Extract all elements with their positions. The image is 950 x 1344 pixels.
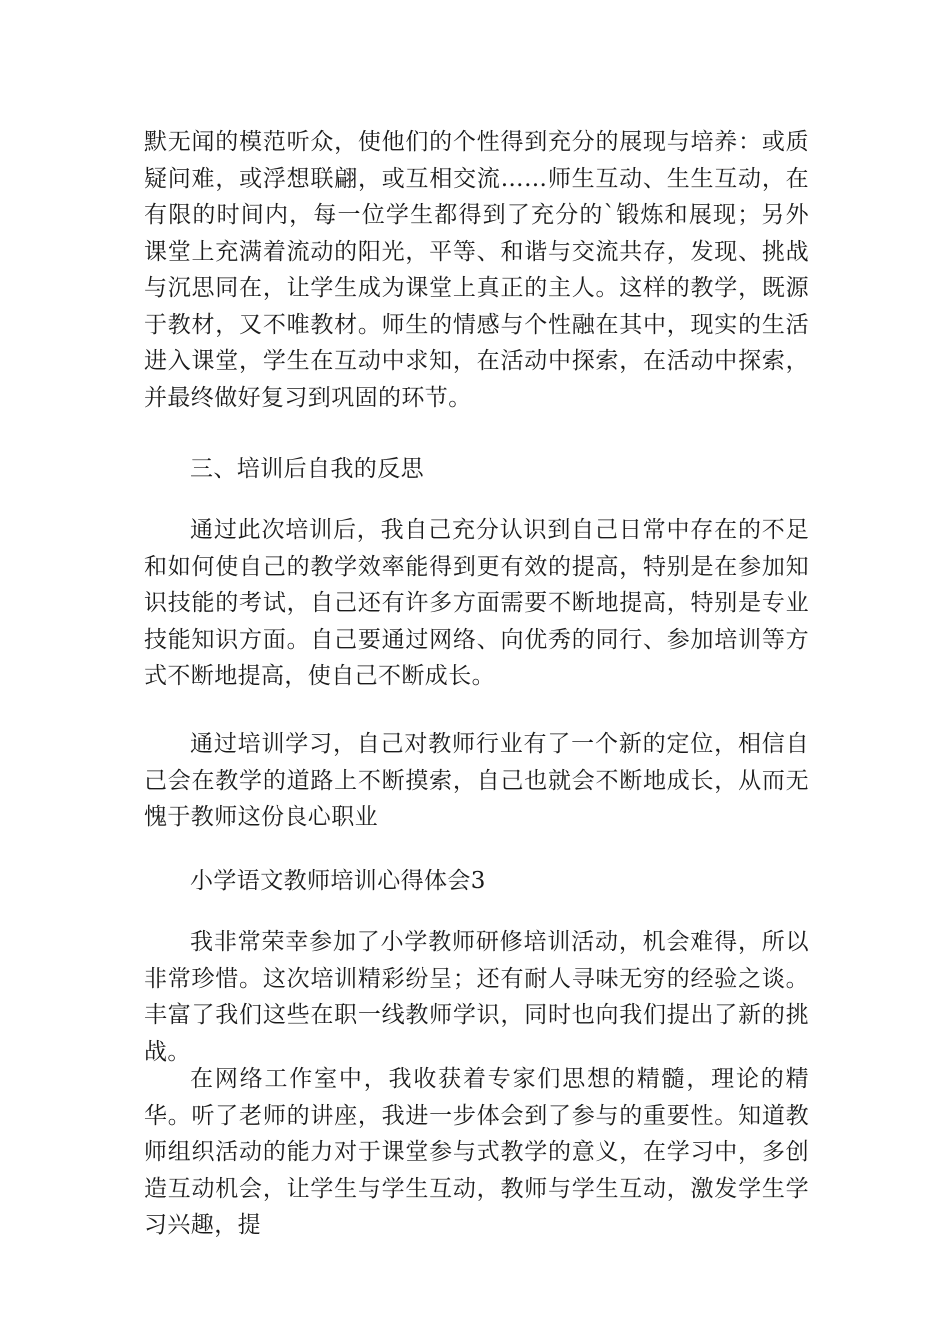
section-heading-reflection: 三、培训后自我的反思	[190, 456, 424, 482]
body-paragraph-continued: 默无闻的模范听众，使他们的个性得到充分的展现与培养：或质疑问难，或浮想联翩，或互相交流……师生互动、生生互动，在有限的时间内，每一位学生都得到了充分的`锻炼和展现；另外课堂上充满着流动的阳光，平等、和谐与交流共存，发现、挑战与沉思同在，让学生成为课堂上真正的主人。这样的教学，既源于教材，又不唯教材。师生的情感与个性融在其中，现实的生活进入课堂，学生在互动中求知，在活动中探索，在活动中探索，并最终做好复习到巩固的环节。	[144, 129, 809, 411]
body-paragraph-studio: 在网络工作室中，我收获着专家们思想的精髓，理论的精华。听了老师的讲座，我进一步体会到了参与的重要性。知道教师组织活动的能力对于课堂参与式教学的意义，在学习中，多创造互动机会，让学生与学生互动，教师与学生互动，激发学生学习兴趣，提	[144, 1066, 809, 1238]
body-paragraph-positioning: 通过培训学习，自己对教师行业有了一个新的定位，相信自己会在教学的道路上不断摸索，自己也就会不断地成长，从而无愧于教师这份良心职业	[144, 731, 809, 830]
article-title: 小学语文教师培训心得体会3	[190, 868, 486, 894]
body-paragraph-intro: 我非常荣幸参加了小学教师研修培训活动，机会难得，所以非常珍惜。这次培训精彩纷呈；还有耐人寻味无穷的经验之谈。丰富了我们这些在职一线教师学识，同时也向我们提出了新的挑战。	[144, 929, 809, 1065]
body-paragraph-reflection: 通过此次培训后，我自己充分认识到自己日常中存在的不足和如何使自己的教学效率能得到更有效的提高，特别是在参加知识技能的考试，自己还有许多方面需要不断地提高，特别是专业技能知识方面。自己要通过网络、向优秀的同行、参加培训等方式不断地提高，使自己不断成长。	[144, 517, 809, 689]
